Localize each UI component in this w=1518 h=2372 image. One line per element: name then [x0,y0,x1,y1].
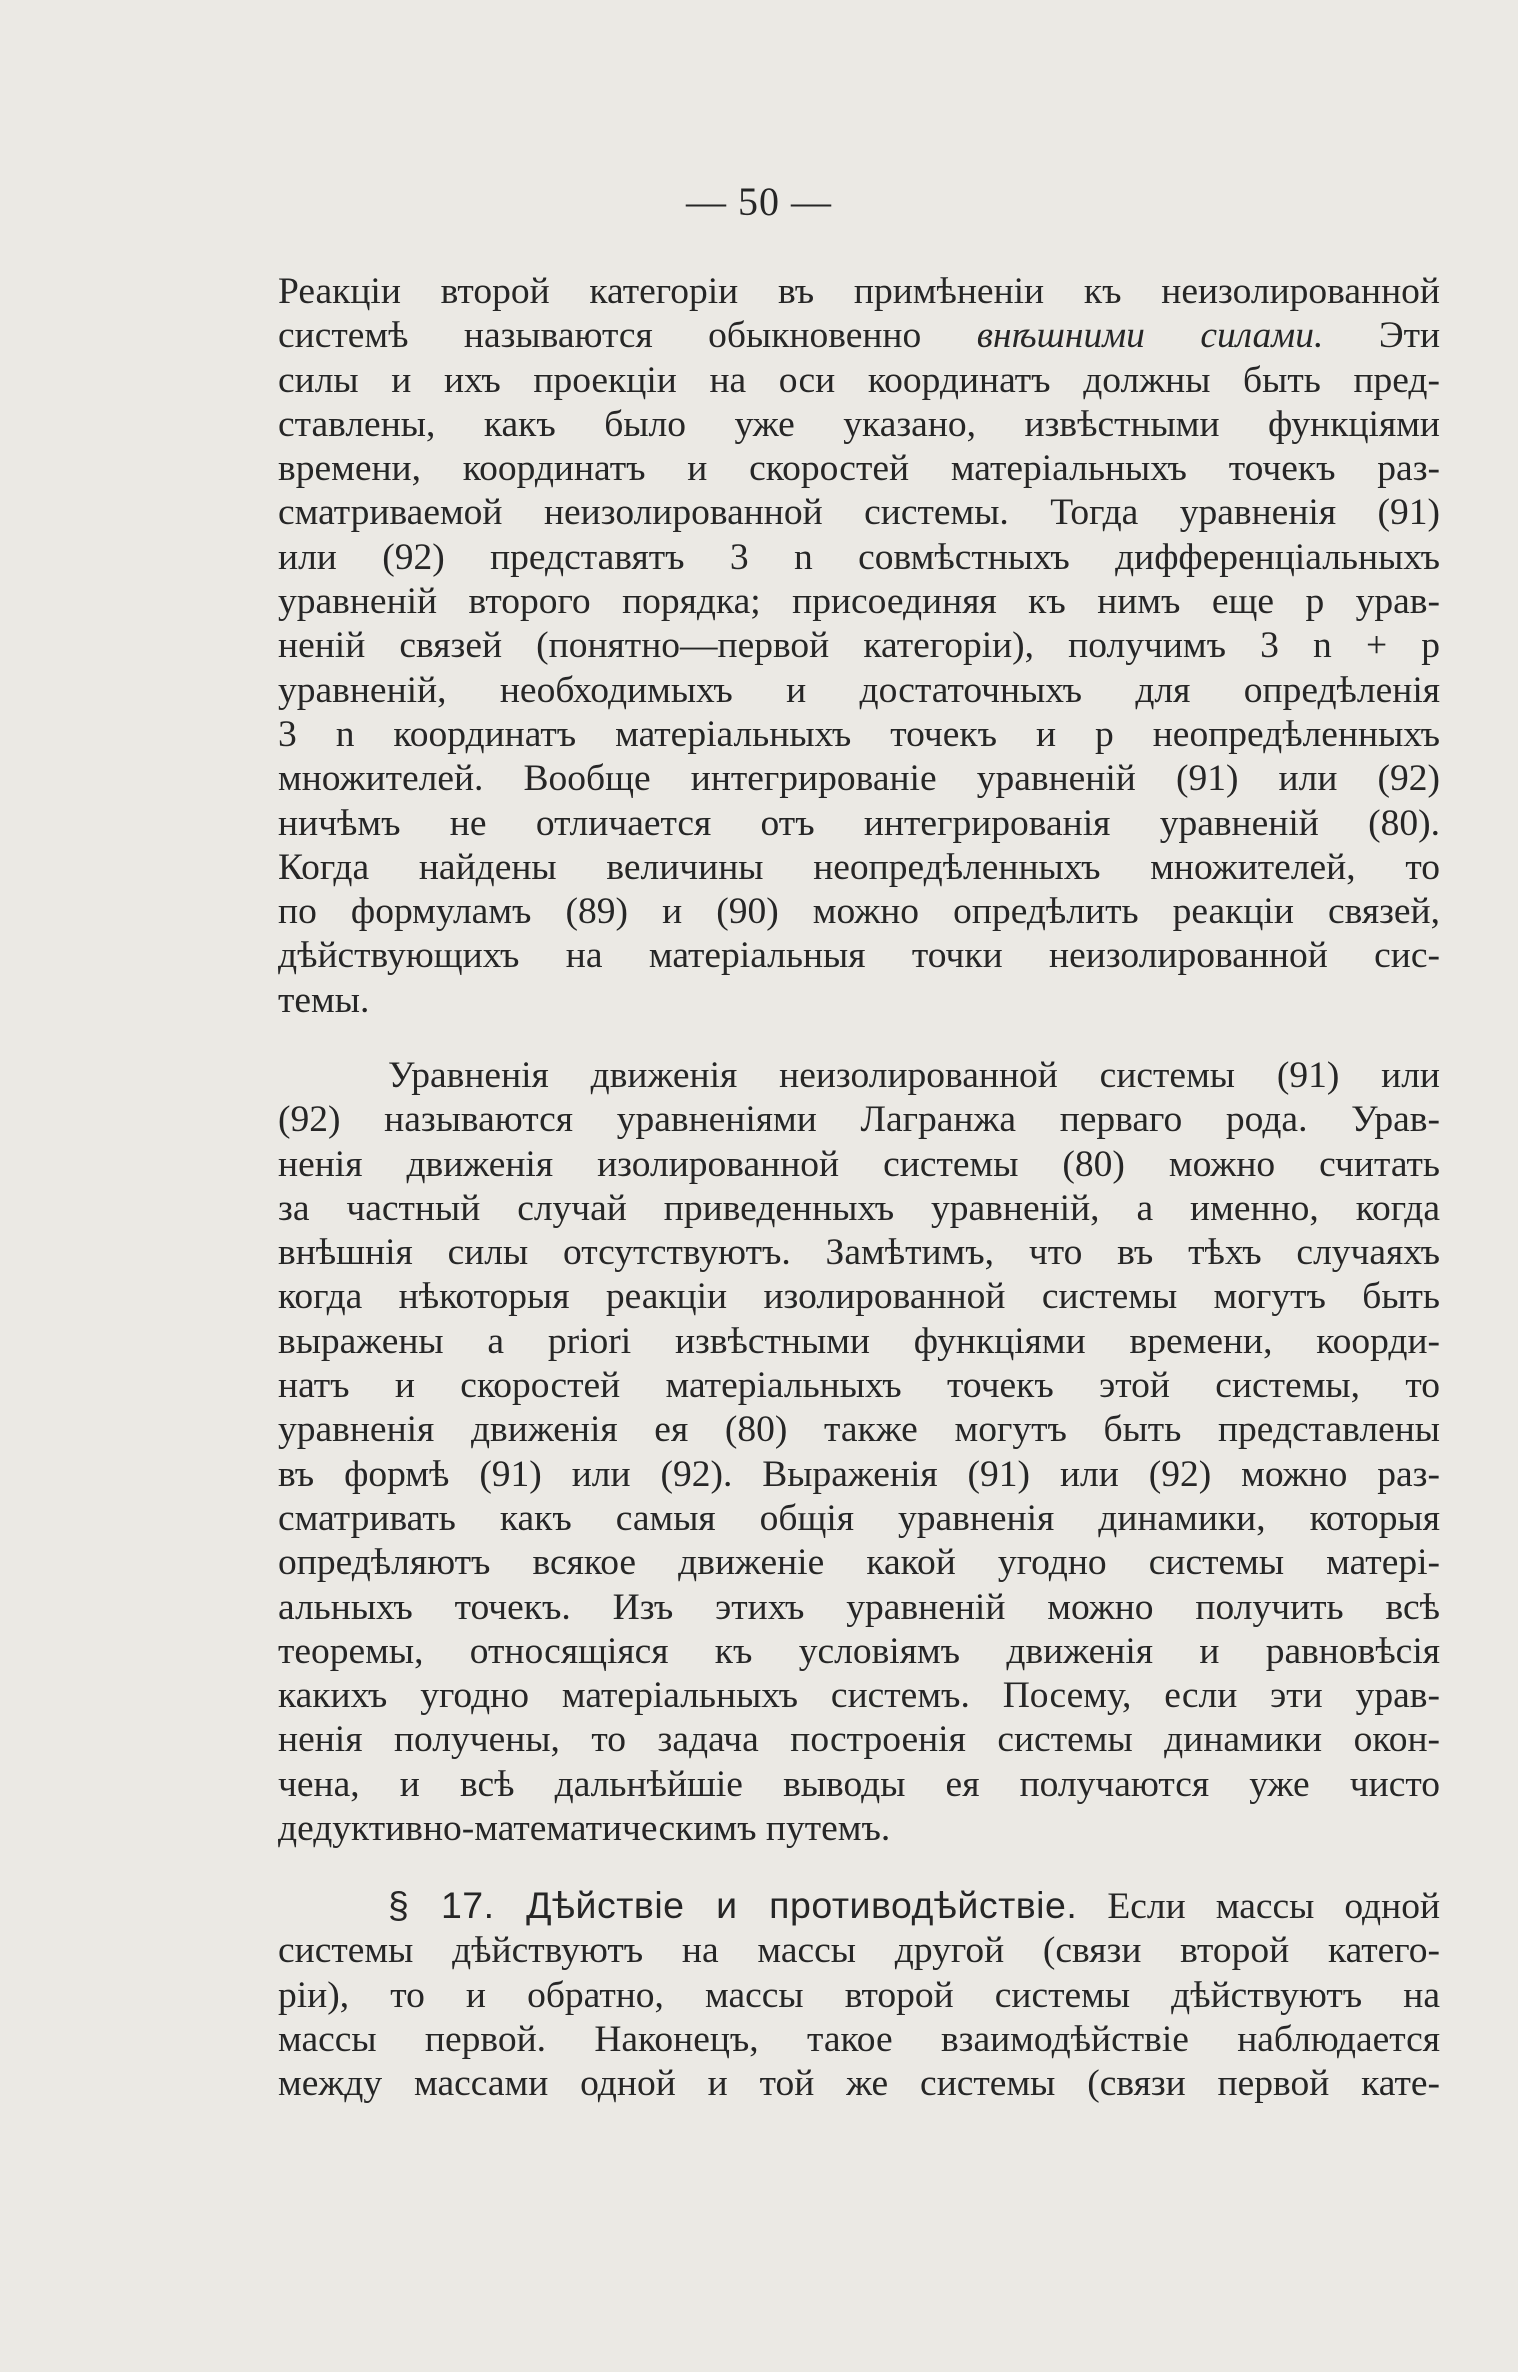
text-line: сматриваемой неизолированной системы. Тогда уравненія (91) [278,492,1440,534]
text-line: натъ и скоростей матеріальныхъ точекъ этой системы, то [278,1365,1440,1407]
text-line: системѣ называются обыкновенно внѣшними силами. Эти [278,315,1441,357]
text-line: неній связей (понятно—первой категоріи), получимъ 3 n + p [278,625,1440,667]
text-line: дѣйствующихъ на матеріальныя точки неизолированной сис- [278,935,1440,977]
paragraph-2 [278,1054,1440,1851]
text-line: Когда найдены величины неопредѣленныхъ множителей, то [278,846,1440,888]
text-line: ріи), то и обратно, массы второй системы дѣйствуютъ на [278,1974,1440,2016]
text-line: между массами одной и той же системы (связи первой кате- [278,2063,1440,2105]
text-line: или (92) представятъ 3 n совмѣстныхъ дифференціальныхъ [278,536,1440,578]
text-line: уравненія движенія ея (80) также могутъ быть представлены [278,1409,1440,1451]
text-line: опредѣляютъ всякое движеніе какой угодно системы матері- [278,1542,1440,1584]
text-line: за частный случай приведенныхъ уравненій, а именно, когда [278,1187,1440,1229]
text-line: темы. [278,979,370,1021]
text-line: ничѣмъ не отличается отъ интегрированія уравненій (80). [278,802,1440,844]
section-heading: § 17. Дѣйствіе и противодѣйствіе. [388,1884,1078,1926]
text-line: Реакціи второй категоріи въ примѣненіи къ неизолированной [278,271,1440,312]
text-line: силы и ихъ проекціи на оси координатъ должны быть пред- [278,359,1440,401]
text-line: теоремы, относящіяся къ условіямъ движенія и равновѣсія [278,1630,1440,1672]
text-line: 3 n координатъ матеріальныхъ точекъ и p неопредѣленныхъ [278,713,1440,755]
text-line: системы дѣйствуютъ на массы другой (связи второй катего- [278,1930,1440,1972]
paragraph-1 [278,270,1440,1023]
text-line: по формуламъ (89) и (90) можно опредѣлить реакціи связей, [278,891,1440,933]
text-line: внѣшнія силы отсутствуютъ. Замѣтимъ, что въ тѣхъ случаяхъ [278,1232,1440,1274]
text-line: времени, координатъ и скоростей матеріальныхъ точекъ раз- [278,448,1440,490]
text-line: уравненій, необходимыхъ и достаточныхъ для опредѣленія [278,669,1440,711]
text-line: массы первой. Наконецъ, такое взаимодѣйствіе наблюдается [278,2018,1440,2060]
section-17 [278,1883,1440,2106]
text-line: ненія получены, то задача построенія системы динамики окон- [278,1719,1440,1761]
text-line: сматривать какъ самыя общія уравненія динамики, которыя [278,1497,1440,1539]
text-line: ненія движенія изолированной системы (80) можно считать [278,1143,1440,1185]
text-line: множителей. Вообще интегрированіе уравненій (91) или (92) [278,758,1440,800]
text-line: дедуктивно-математическимъ путемъ. [278,1808,891,1850]
text-line: (92) называются уравненіями Лагранжа перваго рода. Урав- [278,1099,1440,1141]
text-line: § 17. Дѣйствіе и противодѣйствіе. Если массы одной [388,1884,1441,1927]
text-line: выражены a priori извѣстными функціями времени, коорди- [278,1320,1440,1362]
text-line: въ формѣ (91) или (92). Выраженія (91) или (92) можно раз- [278,1453,1440,1495]
text-line: альныхъ точекъ. Изъ этихъ уравненій можно получить всѣ [278,1586,1440,1628]
text-line: когда нѣкоторыя реакціи изолированной системы могутъ быть [278,1276,1440,1318]
text-line: Уравненія движенія неизолированной системы (91) или [388,1055,1440,1096]
page-number: — 50 — [686,179,832,224]
text-line: уравненій второго порядка; присоединяя къ нимъ еще p урав- [278,581,1440,623]
italic-phrase: внѣшними силами. [976,315,1324,357]
text-line: какихъ угодно матеріальныхъ системъ. Посему, если эти урав- [278,1675,1440,1717]
text-line: чена, и всѣ дальнѣйшіе выводы ея получаются уже чисто [278,1763,1440,1805]
text-line: ставлены, какъ было уже указано, извѣстными функціями [278,403,1440,445]
